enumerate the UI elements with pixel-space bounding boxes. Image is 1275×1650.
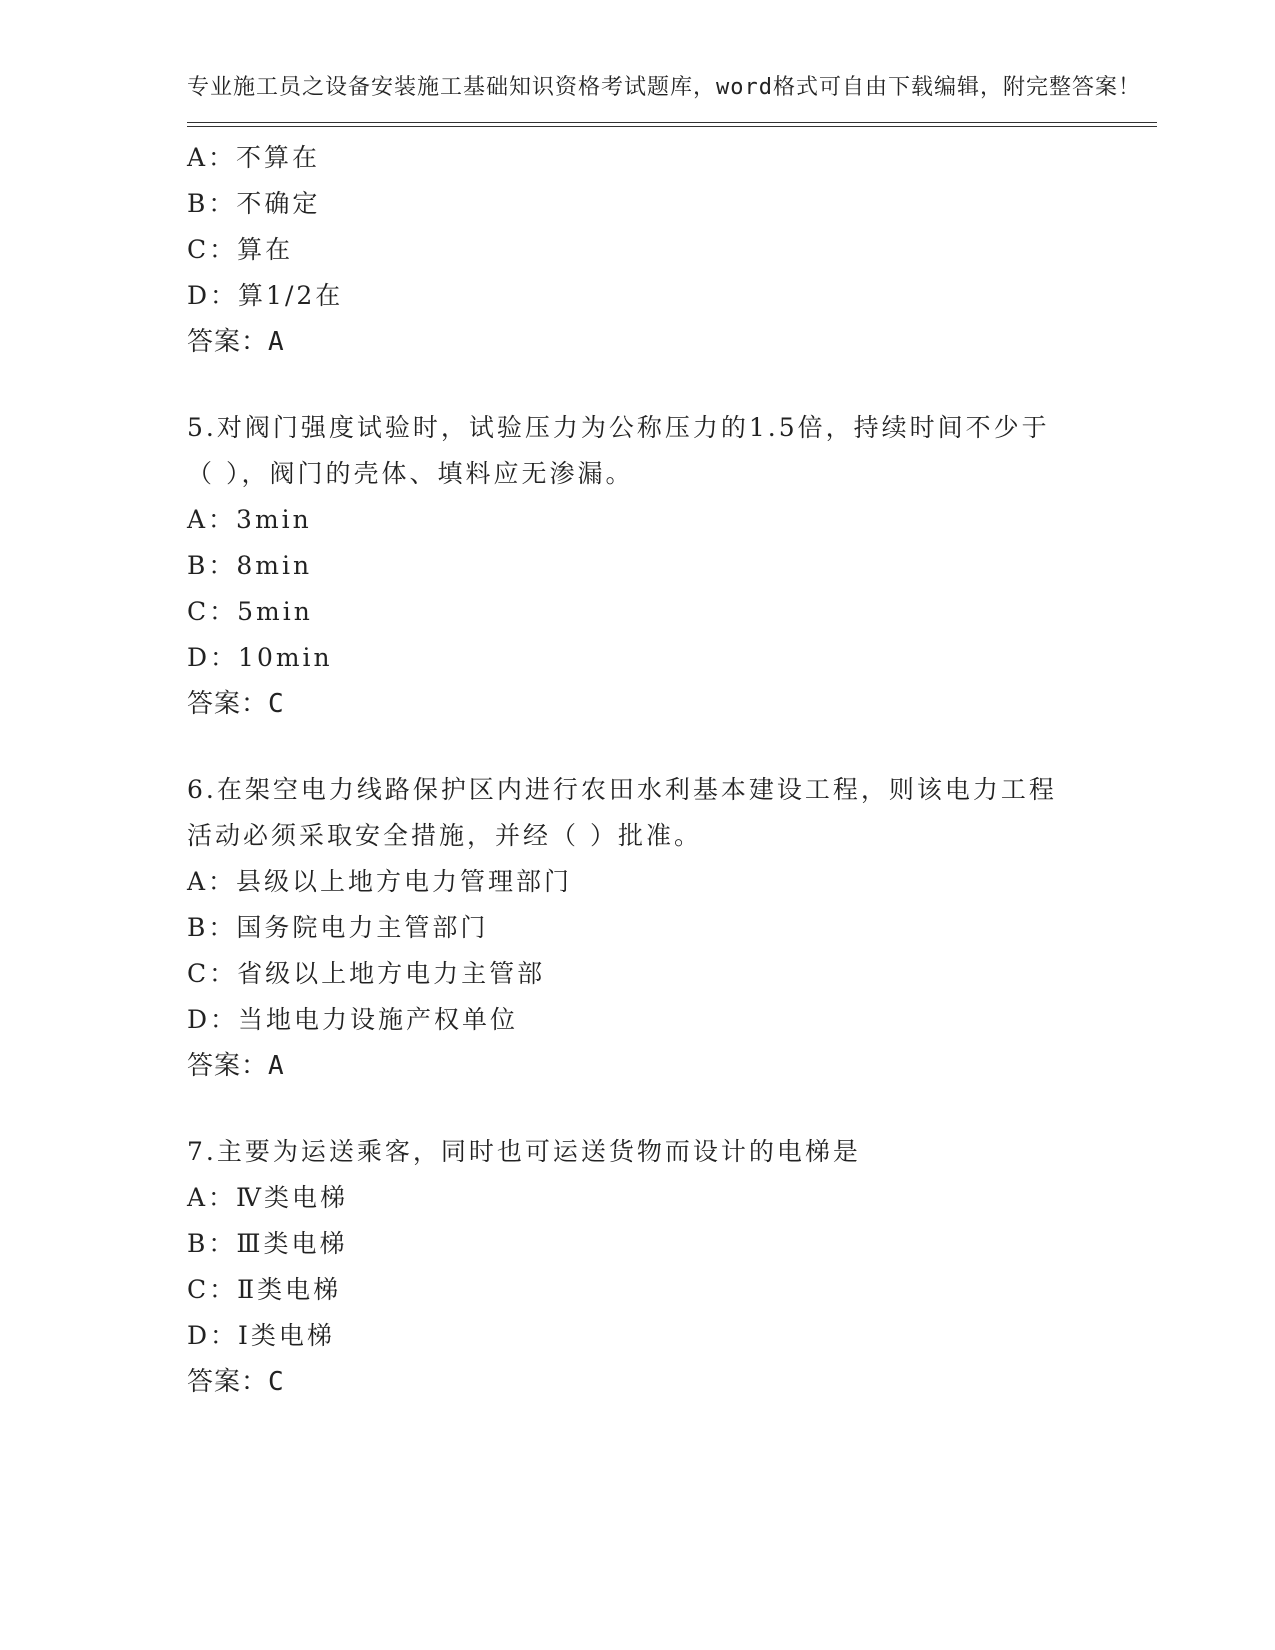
spacer: [187, 365, 1157, 405]
document-header: 专业施工员之设备安装施工基础知识资格考试题库，word格式可自由下载编辑，附完整答案！: [187, 75, 1141, 100]
option-c: C：5min: [187, 597, 313, 626]
option-b: B：Ⅲ类电梯: [187, 1229, 348, 1258]
option-c: C：Ⅱ类电梯: [187, 1275, 342, 1304]
question-block: [187, 1129, 1157, 1405]
option-b: B：8min: [187, 551, 313, 580]
option-d: D：算1/2在: [187, 281, 344, 310]
option-c: C：省级以上地方电力主管部: [187, 959, 546, 988]
option-b: B：不确定: [187, 189, 321, 218]
spacer: [187, 1089, 1157, 1129]
option-a: A：不算在: [187, 143, 321, 172]
option-d: D：Ⅰ类电梯: [187, 1321, 335, 1350]
option-b: B：国务院电力主管部门: [187, 913, 489, 942]
option-d: D：10min: [187, 643, 333, 672]
answer-line: 答案：C: [187, 689, 285, 719]
header-divider: [187, 122, 1157, 127]
question-block: [187, 767, 1157, 1089]
option-c: C：算在: [187, 235, 294, 264]
answer-line: 答案：C: [187, 1367, 285, 1397]
question-text: 5.对阀门强度试验时，试验压力为公称压力的1.5倍，持续时间不少于（ ），阀门的壳体、填料应无渗漏。: [187, 413, 1050, 488]
question-list: [187, 135, 1157, 1405]
answer-line: 答案：A: [187, 327, 285, 357]
question-text: 6.在架空电力线路保护区内进行农田水利基本建设工程，则该电力工程活动必须采取安全措施，并经（ ）批准。: [187, 775, 1057, 850]
option-d: D：当地电力设施产权单位: [187, 1005, 519, 1034]
answer-line: 答案：A: [187, 1051, 285, 1081]
option-a: A：县级以上地方电力管理部门: [187, 867, 573, 896]
question-text: 7.主要为运送乘客，同时也可运送货物而设计的电梯是: [187, 1137, 861, 1166]
question-block: [187, 405, 1157, 727]
option-a: A：3min: [187, 505, 312, 534]
spacer: [187, 727, 1157, 767]
option-a: A：Ⅳ类电梯: [187, 1183, 349, 1212]
question-block: [187, 135, 1157, 365]
document-page: [187, 72, 1157, 1405]
